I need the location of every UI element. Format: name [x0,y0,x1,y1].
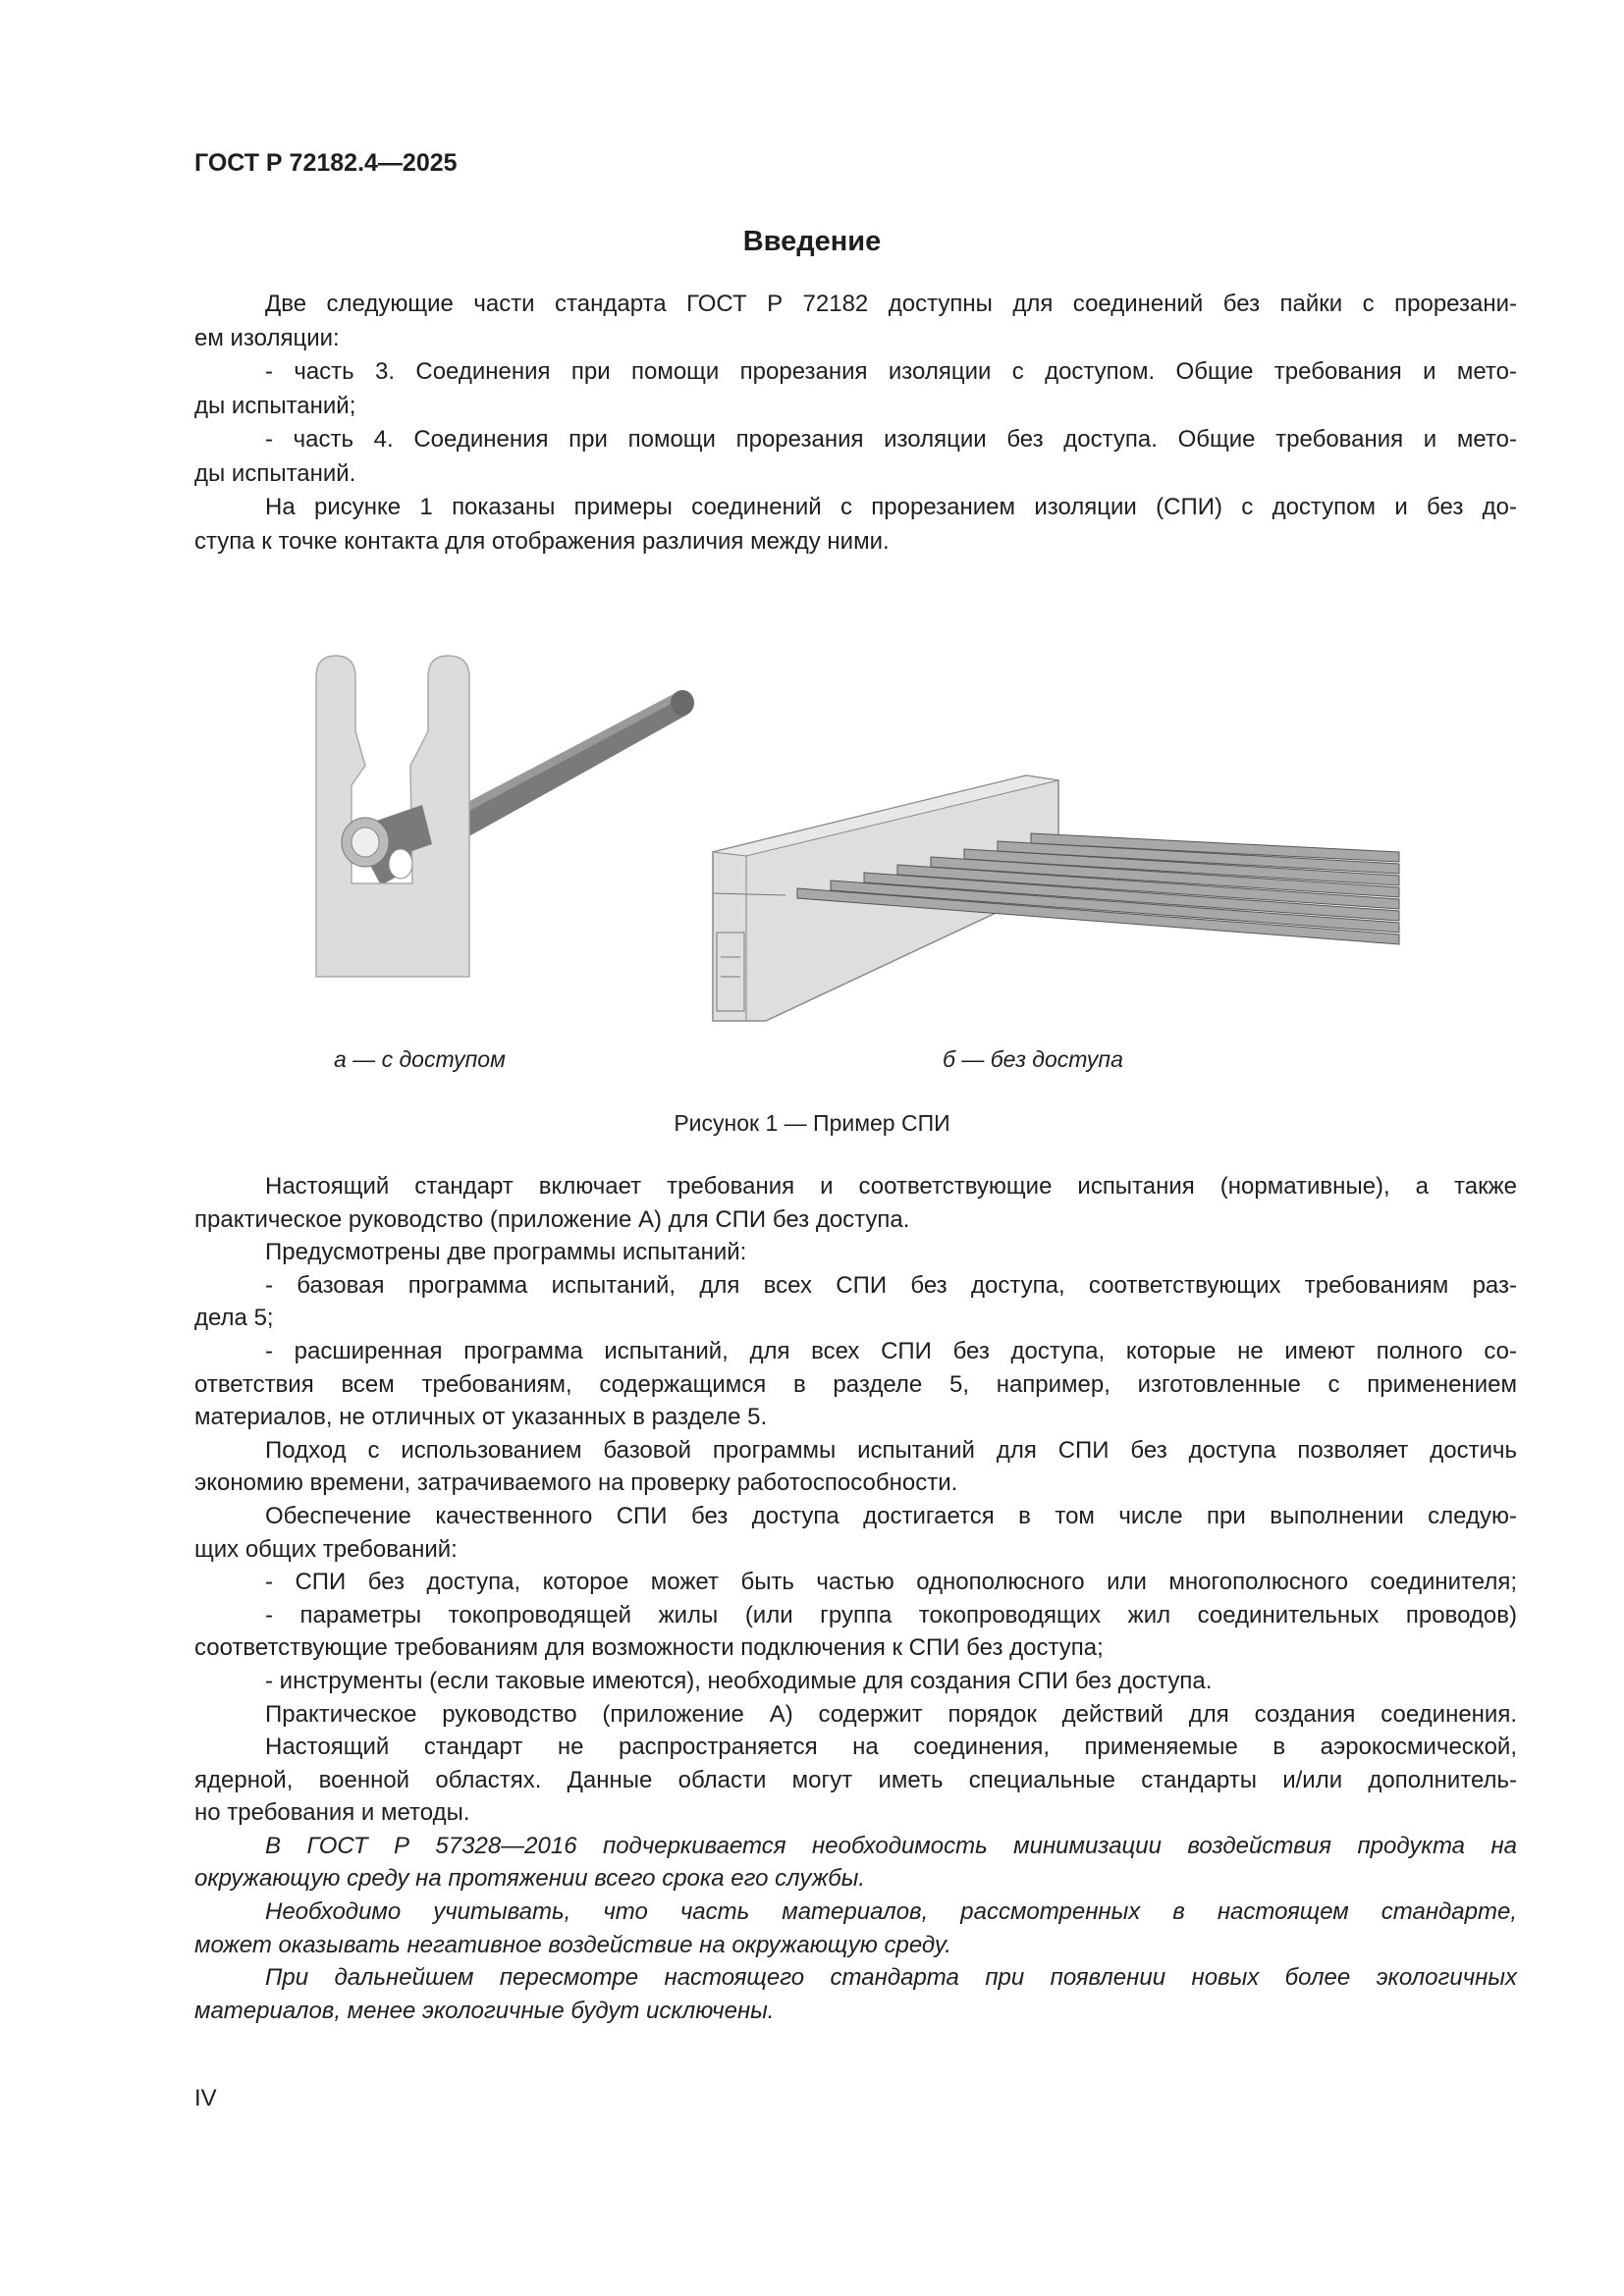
text-line: Обеспечение качественного СПИ без доступа достигается в том числе при выполнении следую- [265,1502,1517,1529]
figure-caption-b: б — без доступа [943,1046,1123,1072]
text-line: окружающую среду на протяжении всего срока его службы. [194,1865,866,1893]
idc-with-access-drawing [316,656,694,977]
text-line: - часть 3. Соединения при помощи прорезания изоляции с доступом. Общие требования и мето- [265,358,1517,385]
text-line: щих общих требований: [194,1535,458,1563]
figure-caption-a: а — с доступом [334,1046,506,1072]
text-line: - параметры токопроводящей жилы (или группа токопроводящих жил соединительных проводов) [265,1601,1517,1629]
text-line: материалов, менее экологичные будут исключены. [194,1997,775,2024]
text-line: - инструменты (если таковые имеются), необходимые для создания СПИ без доступа. [265,1667,1213,1694]
intro-text [194,288,1517,559]
document-code: ГОСТ Р 72182.4—2025 [194,149,458,177]
text-line: дела 5; [194,1305,274,1332]
text-line: соответствующие требованиям для возможности подключения к СПИ без доступа; [194,1634,1104,1662]
text-line: ды испытаний. [194,459,356,487]
text-line: При дальнейшем пересмотре настоящего стандарта при появлении новых более экологичных [265,1964,1517,1992]
text-line: Настоящий стандарт включает требования и соответствующие испытания (нормативные), а также [265,1173,1517,1200]
text-line: ем изоляции: [194,324,340,351]
text-line: Две следующие части стандарта ГОСТ Р 72182 доступны для соединений без пайки с прорезани- [265,291,1517,317]
text-line: но требования и методы. [194,1799,470,1827]
text-line: ды испытаний; [194,392,356,419]
text-line: Необходимо учитывать, что часть материалов, рассмотренных в настоящем стандарте, [265,1898,1517,1926]
text-line: В ГОСТ Р 57328—2016 подчеркивается необходимость минимизации воздействия продукта на [265,1832,1517,1859]
section-title: Введение [742,226,882,257]
text-line: экономию времени, затрачиваемого на проверку работоспособности. [194,1469,958,1497]
text-line: Практическое руководство (приложение А) содержит порядок действий для создания соединения. [265,1700,1517,1728]
idc-without-access-drawing [713,775,1399,1021]
figure-caption: Рисунок 1 — Пример СПИ [674,1110,950,1136]
body-text [194,1170,1517,2027]
text-line: - СПИ без доступа, которое может быть частью однополюсного или многополюсного соединителя; [265,1569,1517,1596]
text-line: - часть 4. Соединения при помощи прорезания изоляции без доступа. Общие требования и мето- [265,426,1517,453]
text-line: - базовая программа испытаний, для всех СПИ без доступа, соответствующих требованиям раз- [265,1271,1517,1299]
figure-1-illustration [295,628,1424,1041]
text-line: На рисунке 1 показаны примеры соединений с прорезанием изоляции (СПИ) с доступом и без до- [265,494,1517,520]
text-line: - расширенная программа испытаний, для всех СПИ без доступа, которые не имеют полного со- [265,1337,1517,1364]
text-line: может оказывать негативное воздействие на окружающую среду. [194,1931,951,1958]
text-line: ядерной, военной областях. Данные области могут иметь специальные стандарты и/или дополнитель- [194,1766,1517,1793]
text-line: ступа к точке контакта для отображения различия между ними. [194,527,890,555]
text-line: ответствия всем требованиям, содержащимся в разделе 5, например, изготовленные с применением [194,1370,1517,1398]
text-line: Подход с использованием базовой программы испытаний для СПИ без доступа позволяет достичь [265,1436,1517,1464]
page-number: IV [194,2085,217,2111]
text-line: Настоящий стандарт не распространяется на соединения, применяемые в аэрокосмической, [265,1734,1517,1761]
text-line: Предусмотрены две программы испытаний: [265,1239,747,1266]
text-line: материалов, не отличных от указанных в разделе 5. [194,1404,768,1431]
text-line: практическое руководство (приложение А) для СПИ без доступа. [194,1205,910,1233]
